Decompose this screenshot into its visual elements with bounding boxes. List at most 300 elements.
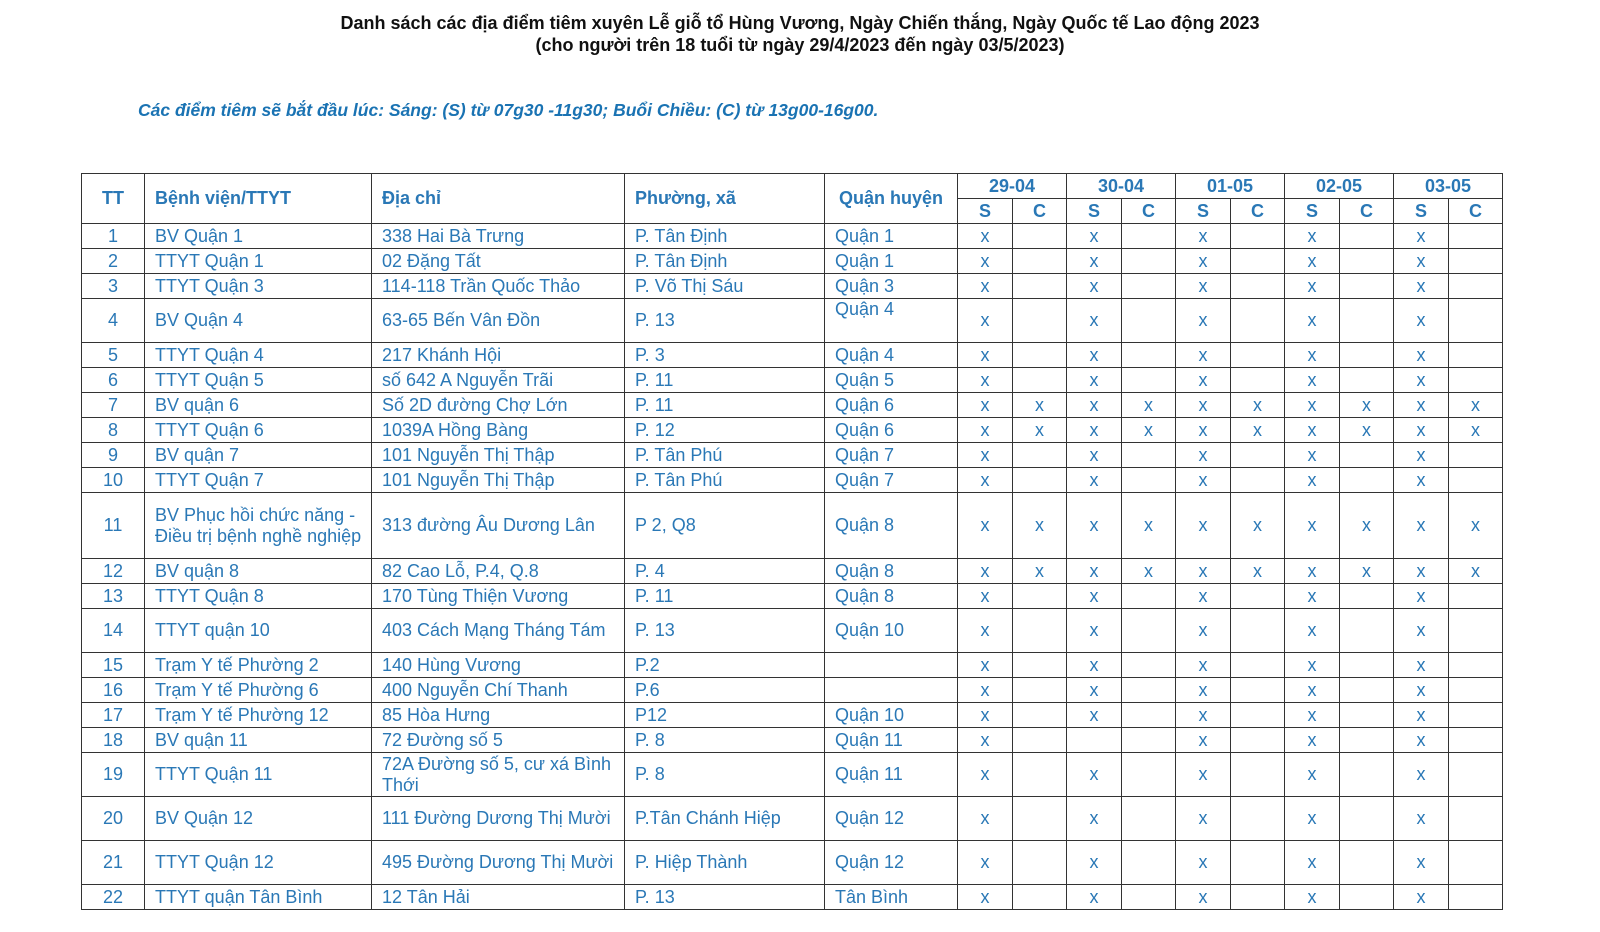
cell-tt: 12 (82, 559, 145, 584)
header-session-c: C (1449, 199, 1503, 224)
cell-session-mark (1013, 224, 1067, 249)
cell-session-mark: x (1394, 443, 1449, 468)
cell-session-mark (1122, 368, 1176, 393)
table-row (82, 299, 1503, 343)
cell-session-mark (1067, 728, 1122, 753)
cell-address: 101 Nguyễn Thị Thập (372, 443, 625, 468)
cell-session-mark (1122, 703, 1176, 728)
cell-session-mark: x (958, 368, 1013, 393)
cell-session-mark (1122, 274, 1176, 299)
cell-address: 170 Tùng Thiện Vương (372, 584, 625, 609)
cell-tt: 14 (82, 609, 145, 653)
cell-hospital: TTYT Quận 12 (145, 841, 372, 885)
cell-district: Quận 1 (825, 249, 958, 274)
cell-session-mark (1122, 678, 1176, 703)
cell-session-mark: x (958, 559, 1013, 584)
title-line-2: (cho người trên 18 tuổi từ ngày 29/4/2023 đến ngày 03/5/2023) (535, 35, 1065, 55)
cell-tt: 20 (82, 797, 145, 841)
cell-session-mark (1231, 653, 1285, 678)
cell-session-mark: x (1067, 393, 1122, 418)
table-row (82, 249, 1503, 274)
cell-session-mark: x (1067, 299, 1122, 343)
cell-tt: 1 (82, 224, 145, 249)
cell-session-mark: x (1394, 299, 1449, 343)
cell-session-mark (1122, 468, 1176, 493)
cell-session-mark: x (958, 703, 1013, 728)
header-session-c: C (1231, 199, 1285, 224)
schedule-note: Các điểm tiêm sẽ bắt đầu lúc: Sáng: (S) từ 07g30 -11g30; Buổi Chiều: (C) từ 13g00-16g00. (138, 100, 879, 120)
cell-session-mark (1122, 609, 1176, 653)
cell-ward: P. 11 (625, 584, 825, 609)
cell-session-mark (1340, 443, 1394, 468)
cell-session-mark: x (958, 299, 1013, 343)
cell-session-mark (1231, 224, 1285, 249)
cell-session-mark: x (1231, 418, 1285, 443)
header-session-s: S (1176, 199, 1231, 224)
cell-district: Quận 8 (825, 493, 958, 559)
header-address: Địa chỉ (372, 174, 625, 224)
cell-session-mark: x (1285, 703, 1340, 728)
cell-address: 72A Đường số 5, cư xá Bình Thới (372, 753, 625, 797)
cell-session-mark (1449, 728, 1503, 753)
cell-ward: P. Hiệp Thành (625, 841, 825, 885)
cell-hospital: TTYT Quận 11 (145, 753, 372, 797)
cell-session-mark (1013, 343, 1067, 368)
cell-tt: 16 (82, 678, 145, 703)
table-row (82, 418, 1503, 443)
cell-session-mark (1449, 584, 1503, 609)
cell-session-mark (1340, 249, 1394, 274)
cell-session-mark (1340, 797, 1394, 841)
header-session-s: S (1394, 199, 1449, 224)
cell-session-mark (1122, 443, 1176, 468)
cell-session-mark: x (958, 249, 1013, 274)
cell-session-mark: x (958, 343, 1013, 368)
table-row (82, 609, 1503, 653)
cell-session-mark (1231, 885, 1285, 910)
cell-session-mark: x (1067, 584, 1122, 609)
cell-session-mark (1122, 885, 1176, 910)
cell-ward: P. 11 (625, 368, 825, 393)
cell-hospital: BV quận 11 (145, 728, 372, 753)
cell-tt: 15 (82, 653, 145, 678)
cell-session-mark: x (1176, 393, 1231, 418)
cell-session-mark (1340, 368, 1394, 393)
cell-session-mark: x (1394, 249, 1449, 274)
table-row (82, 653, 1503, 678)
cell-district: Quận 6 (825, 393, 958, 418)
cell-session-mark: x (958, 678, 1013, 703)
cell-session-mark: x (958, 393, 1013, 418)
cell-session-mark: x (1067, 753, 1122, 797)
cell-ward: P. 11 (625, 393, 825, 418)
cell-session-mark: x (1340, 418, 1394, 443)
cell-session-mark: x (1067, 703, 1122, 728)
cell-hospital: BV Phục hồi chức năng - Điều trị bệnh nghề nghiệp (145, 493, 372, 559)
table-row (82, 443, 1503, 468)
cell-session-mark (1340, 274, 1394, 299)
cell-ward: P. Tân Phú (625, 443, 825, 468)
cell-session-mark: x (1176, 609, 1231, 653)
header-date-01-05: 01-05 (1176, 174, 1285, 199)
cell-session-mark (1231, 468, 1285, 493)
cell-hospital: Trạm Y tế Phường 6 (145, 678, 372, 703)
cell-session-mark: x (1394, 728, 1449, 753)
cell-session-mark: x (1394, 584, 1449, 609)
cell-ward: P.6 (625, 678, 825, 703)
table-row (82, 753, 1503, 797)
cell-ward: P. Tân Định (625, 224, 825, 249)
cell-session-mark: x (1067, 609, 1122, 653)
cell-tt: 8 (82, 418, 145, 443)
cell-session-mark: x (1176, 841, 1231, 885)
cell-district: Tân Bình (825, 885, 958, 910)
cell-district: Quận 8 (825, 559, 958, 584)
table-row (82, 368, 1503, 393)
cell-district: Quận 7 (825, 468, 958, 493)
cell-session-mark: x (1394, 753, 1449, 797)
cell-session-mark: x (1394, 653, 1449, 678)
cell-address: 400 Nguyễn Chí Thanh (372, 678, 625, 703)
cell-session-mark: x (958, 885, 1013, 910)
cell-session-mark: x (1231, 393, 1285, 418)
cell-session-mark: x (1285, 224, 1340, 249)
cell-session-mark (1231, 274, 1285, 299)
cell-tt: 13 (82, 584, 145, 609)
cell-session-mark (1013, 841, 1067, 885)
cell-hospital: BV quận 8 (145, 559, 372, 584)
cell-session-mark: x (1449, 493, 1503, 559)
cell-session-mark: x (1176, 418, 1231, 443)
cell-session-mark: x (1176, 753, 1231, 797)
cell-address: 338 Hai Bà Trưng (372, 224, 625, 249)
cell-tt: 10 (82, 468, 145, 493)
cell-session-mark: x (1285, 753, 1340, 797)
header-date-30-04: 30-04 (1067, 174, 1176, 199)
cell-session-mark: x (1285, 493, 1340, 559)
header-district: Quận huyện (825, 174, 958, 224)
header-date-29-04: 29-04 (958, 174, 1067, 199)
cell-address: 72 Đường số 5 (372, 728, 625, 753)
cell-address: 403 Cách Mạng Tháng Tám (372, 609, 625, 653)
table-row (82, 584, 1503, 609)
cell-session-mark (1340, 468, 1394, 493)
cell-ward: P. 4 (625, 559, 825, 584)
cell-session-mark (1340, 653, 1394, 678)
cell-ward: P 2, Q8 (625, 493, 825, 559)
cell-session-mark (1231, 299, 1285, 343)
cell-tt: 6 (82, 368, 145, 393)
cell-session-mark: x (1394, 609, 1449, 653)
cell-session-mark: x (958, 468, 1013, 493)
cell-session-mark (1340, 728, 1394, 753)
cell-session-mark: x (1176, 443, 1231, 468)
table-row (82, 797, 1503, 841)
cell-hospital: BV quận 6 (145, 393, 372, 418)
cell-session-mark: x (1176, 249, 1231, 274)
cell-session-mark (1122, 753, 1176, 797)
cell-address: 63-65 Bến Vân Đồn (372, 299, 625, 343)
cell-session-mark: x (1067, 368, 1122, 393)
cell-session-mark: x (958, 224, 1013, 249)
header-hospital: Bệnh viện/TTYT (145, 174, 372, 224)
cell-session-mark (1449, 753, 1503, 797)
cell-ward: P.2 (625, 653, 825, 678)
cell-session-mark: x (1013, 493, 1067, 559)
cell-session-mark (1231, 443, 1285, 468)
cell-session-mark (1449, 653, 1503, 678)
cell-district: Quận 8 (825, 584, 958, 609)
cell-session-mark: x (1394, 493, 1449, 559)
cell-session-mark: x (1449, 559, 1503, 584)
cell-session-mark: x (1122, 493, 1176, 559)
cell-session-mark: x (1067, 274, 1122, 299)
cell-session-mark: x (1231, 493, 1285, 559)
cell-session-mark (1013, 368, 1067, 393)
cell-session-mark (1449, 443, 1503, 468)
cell-district: Quận 1 (825, 224, 958, 249)
cell-session-mark: x (1067, 493, 1122, 559)
cell-session-mark: x (1285, 299, 1340, 343)
cell-session-mark (1122, 653, 1176, 678)
cell-hospital: TTYT Quận 5 (145, 368, 372, 393)
cell-ward: P. Tân Định (625, 249, 825, 274)
cell-session-mark: x (958, 797, 1013, 841)
cell-session-mark: x (1449, 418, 1503, 443)
cell-session-mark: x (1231, 559, 1285, 584)
vaccination-site-table (81, 173, 1503, 910)
cell-session-mark (1231, 609, 1285, 653)
cell-tt: 7 (82, 393, 145, 418)
cell-session-mark (1122, 224, 1176, 249)
cell-district: Quận 4 (825, 343, 958, 368)
cell-address: 1039A Hồng Bàng (372, 418, 625, 443)
cell-session-mark (1449, 224, 1503, 249)
cell-session-mark (1013, 728, 1067, 753)
cell-hospital: Trạm Y tế Phường 12 (145, 703, 372, 728)
cell-address: 313 đường Âu Dương Lân (372, 493, 625, 559)
header-tt: TT (82, 174, 145, 224)
cell-district: Quận 7 (825, 443, 958, 468)
cell-district (825, 678, 958, 703)
cell-session-mark (1449, 274, 1503, 299)
cell-session-mark: x (1013, 393, 1067, 418)
cell-session-mark: x (1285, 249, 1340, 274)
cell-session-mark: x (1285, 393, 1340, 418)
cell-session-mark: x (958, 584, 1013, 609)
cell-session-mark: x (1067, 885, 1122, 910)
cell-session-mark: x (1285, 797, 1340, 841)
cell-session-mark (1013, 678, 1067, 703)
cell-session-mark (1122, 343, 1176, 368)
cell-session-mark: x (1285, 678, 1340, 703)
cell-session-mark (1449, 609, 1503, 653)
cell-session-mark: x (1394, 703, 1449, 728)
cell-tt: 22 (82, 885, 145, 910)
cell-session-mark (1013, 299, 1067, 343)
cell-hospital: TTYT Quận 1 (145, 249, 372, 274)
cell-hospital: TTYT Quận 8 (145, 584, 372, 609)
cell-session-mark (1340, 609, 1394, 653)
header-date-02-05: 02-05 (1285, 174, 1394, 199)
cell-session-mark: x (1394, 678, 1449, 703)
cell-session-mark (1013, 468, 1067, 493)
cell-district: Quận 5 (825, 368, 958, 393)
cell-session-mark (1449, 468, 1503, 493)
cell-district: Quận 12 (825, 841, 958, 885)
cell-tt: 18 (82, 728, 145, 753)
cell-tt: 19 (82, 753, 145, 797)
cell-session-mark (1013, 443, 1067, 468)
cell-session-mark: x (958, 609, 1013, 653)
cell-session-mark: x (1176, 797, 1231, 841)
cell-session-mark: x (1285, 609, 1340, 653)
table-row (82, 468, 1503, 493)
cell-session-mark (1013, 609, 1067, 653)
cell-hospital: BV quận 7 (145, 443, 372, 468)
cell-hospital: TTYT Quận 6 (145, 418, 372, 443)
cell-session-mark: x (1176, 728, 1231, 753)
cell-tt: 4 (82, 299, 145, 343)
cell-hospital: TTYT Quận 7 (145, 468, 372, 493)
cell-tt: 11 (82, 493, 145, 559)
cell-address: Số 2D đường Chợ Lớn (372, 393, 625, 418)
table-row (82, 343, 1503, 368)
cell-session-mark: x (1067, 678, 1122, 703)
title-line-1: Danh sách các địa điểm tiêm xuyên Lễ giỗ tổ Hùng Vương, Ngày Chiến thắng, Ngày Quốc tế Lao động 2023 (340, 13, 1260, 33)
cell-district: Quận 6 (825, 418, 958, 443)
table-row (82, 224, 1503, 249)
cell-ward: P. 12 (625, 418, 825, 443)
cell-session-mark (1449, 368, 1503, 393)
cell-session-mark: x (1394, 368, 1449, 393)
header-session-c: C (1013, 199, 1067, 224)
cell-hospital: TTYT Quận 3 (145, 274, 372, 299)
cell-session-mark: x (1449, 393, 1503, 418)
cell-session-mark: x (1394, 468, 1449, 493)
cell-session-mark: x (1067, 224, 1122, 249)
cell-session-mark (1449, 885, 1503, 910)
header-session-s: S (958, 199, 1013, 224)
cell-ward: P. Tân Phú (625, 468, 825, 493)
cell-session-mark (1231, 703, 1285, 728)
cell-session-mark: x (1122, 418, 1176, 443)
table-row (82, 274, 1503, 299)
cell-session-mark: x (1285, 885, 1340, 910)
cell-session-mark (1122, 797, 1176, 841)
cell-district: Quận 12 (825, 797, 958, 841)
cell-ward: P. 13 (625, 609, 825, 653)
header-date-03-05: 03-05 (1394, 174, 1503, 199)
table-row (82, 841, 1503, 885)
cell-district: Quận 4 (825, 299, 958, 343)
cell-address: 85 Hòa Hưng (372, 703, 625, 728)
cell-session-mark: x (1176, 559, 1231, 584)
cell-session-mark: x (1285, 343, 1340, 368)
header-session-s: S (1067, 199, 1122, 224)
cell-address: 495 Đường Dương Thị Mười (372, 841, 625, 885)
cell-session-mark: x (1122, 559, 1176, 584)
cell-ward: P. 8 (625, 753, 825, 797)
cell-session-mark: x (1067, 559, 1122, 584)
cell-session-mark (1013, 753, 1067, 797)
cell-address: 140 Hùng Vương (372, 653, 625, 678)
cell-district: Quận 11 (825, 728, 958, 753)
cell-session-mark: x (958, 443, 1013, 468)
cell-session-mark: x (1067, 249, 1122, 274)
cell-ward: P. 13 (625, 299, 825, 343)
cell-session-mark: x (1176, 584, 1231, 609)
cell-session-mark: x (1394, 418, 1449, 443)
cell-session-mark: x (1067, 343, 1122, 368)
cell-session-mark (1013, 703, 1067, 728)
cell-district: Quận 11 (825, 753, 958, 797)
cell-tt: 9 (82, 443, 145, 468)
cell-session-mark: x (958, 841, 1013, 885)
cell-session-mark: x (1013, 418, 1067, 443)
cell-session-mark: x (958, 418, 1013, 443)
table-row (82, 885, 1503, 910)
cell-session-mark (1449, 841, 1503, 885)
cell-address: 217 Khánh Hội (372, 343, 625, 368)
cell-session-mark: x (1285, 443, 1340, 468)
cell-session-mark: x (1176, 299, 1231, 343)
cell-ward: P. 8 (625, 728, 825, 753)
cell-session-mark: x (1067, 443, 1122, 468)
cell-session-mark (1340, 343, 1394, 368)
cell-session-mark (1449, 703, 1503, 728)
cell-district: Quận 10 (825, 703, 958, 728)
cell-session-mark: x (1176, 274, 1231, 299)
cell-session-mark: x (1067, 841, 1122, 885)
cell-session-mark: x (1394, 274, 1449, 299)
table-row (82, 493, 1503, 559)
cell-session-mark (1449, 678, 1503, 703)
cell-session-mark: x (1013, 559, 1067, 584)
cell-session-mark: x (1067, 653, 1122, 678)
cell-session-mark (1231, 343, 1285, 368)
cell-session-mark (1449, 343, 1503, 368)
cell-session-mark (1231, 753, 1285, 797)
cell-session-mark: x (1176, 703, 1231, 728)
header-session-c: C (1340, 199, 1394, 224)
cell-session-mark: x (1394, 559, 1449, 584)
cell-session-mark: x (1176, 678, 1231, 703)
cell-session-mark: x (1285, 841, 1340, 885)
cell-session-mark: x (1067, 468, 1122, 493)
cell-session-mark: x (1176, 468, 1231, 493)
cell-session-mark: x (1394, 797, 1449, 841)
cell-hospital: TTYT quận Tân Bình (145, 885, 372, 910)
cell-session-mark (1231, 368, 1285, 393)
cell-hospital: BV Quận 4 (145, 299, 372, 343)
cell-district (825, 653, 958, 678)
cell-session-mark: x (958, 753, 1013, 797)
cell-session-mark (1340, 584, 1394, 609)
cell-session-mark: x (1176, 368, 1231, 393)
cell-hospital: TTYT Quận 4 (145, 343, 372, 368)
cell-session-mark: x (1340, 393, 1394, 418)
cell-session-mark (1340, 224, 1394, 249)
cell-session-mark: x (1176, 653, 1231, 678)
cell-address: 114-118 Trần Quốc Thảo (372, 274, 625, 299)
cell-session-mark: x (1394, 393, 1449, 418)
cell-session-mark: x (1285, 559, 1340, 584)
cell-session-mark (1231, 584, 1285, 609)
cell-session-mark (1231, 797, 1285, 841)
cell-session-mark: x (958, 728, 1013, 753)
cell-session-mark: x (1285, 728, 1340, 753)
